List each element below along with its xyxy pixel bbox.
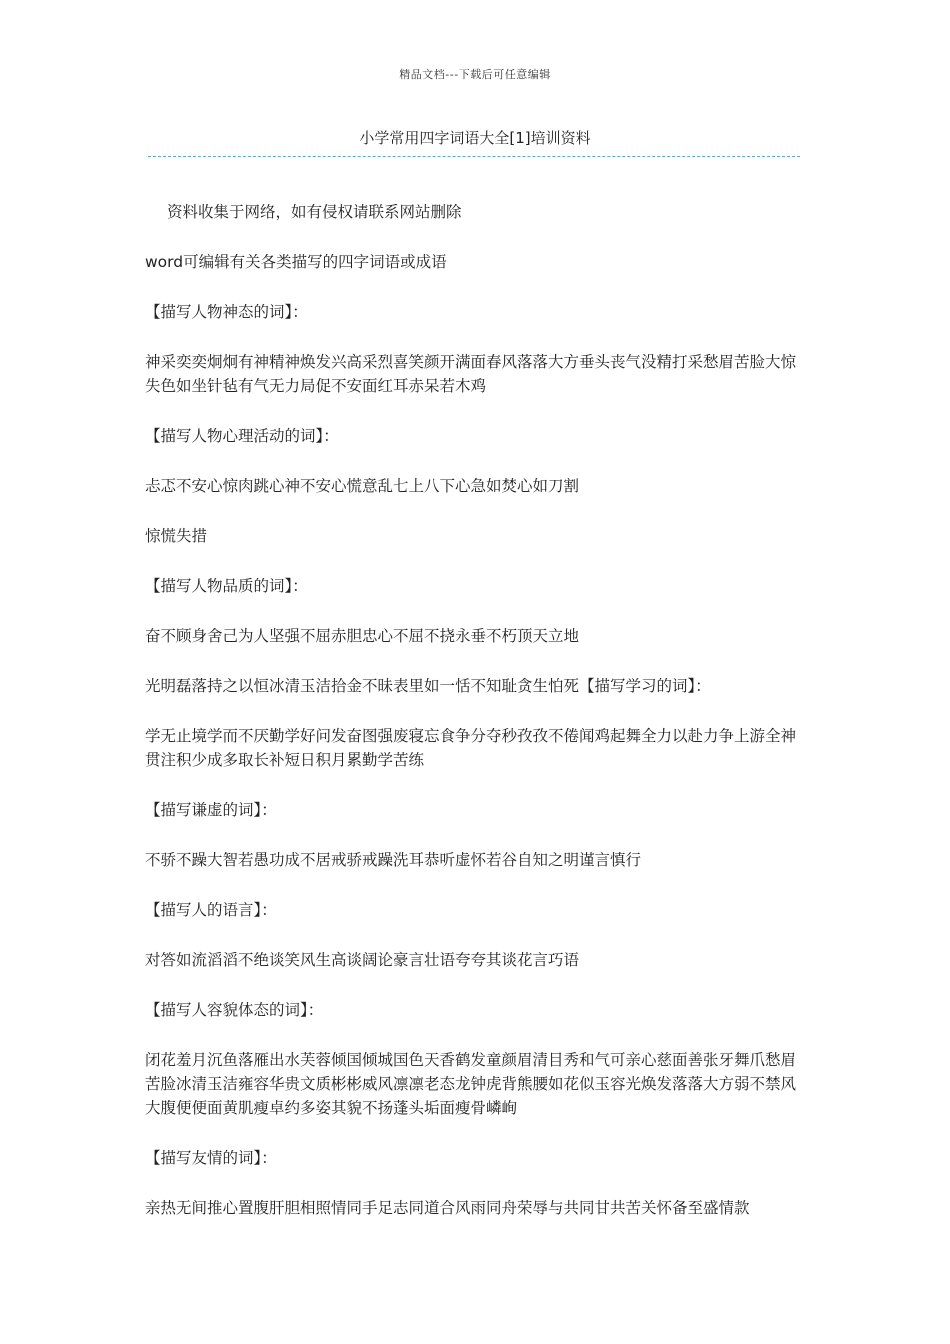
section-heading: 【描写人容貌体态的词】： [145, 1001, 324, 1019]
title-divider [148, 156, 800, 157]
paragraph: 忐忑不安心惊肉跳心神不安心慌意乱七上八下心急如焚心如刀割 [145, 477, 580, 495]
section-heading: 【描写人的语言】： [145, 901, 277, 919]
paragraph: 光明磊落持之以恒冰清玉洁拾金不昧表里如一恬不知耻贪生怕死【描写学习的词】： [145, 677, 711, 695]
section-heading: 【描写人物心理活动的词】： [145, 427, 339, 445]
paragraph: 学无止境学而不厌勤学好问发奋图强废寝忘食争分夺秒孜孜不倦闻鸡起舞全力以赴力争上游全神贯注积少成多取长补短日积月累勤学苦练 [145, 727, 797, 769]
section-heading: 【描写友情的词】： [145, 1149, 277, 1167]
section-heading: 【描写谦虚的词】： [145, 801, 277, 819]
paragraph: 闭花羞月沉鱼落雁出水芙蓉倾国倾城国色天香鹤发童颜眉清目秀和气可亲心慈面善张牙舞爪愁眉苦脸冰清玉洁雍容华贵文质彬彬威风凛凛老态龙钟虎背熊腰如花似玉容光焕发落落大方弱不禁风大腹便便面黄肌瘦卓约多姿其貌不扬蓬头垢面瘦骨嶙峋 [145, 1051, 797, 1117]
section-heading: 【描写人物神态的词】： [145, 303, 308, 321]
document-title: 小学常用四字词语大全[1]培训资料 [359, 129, 591, 147]
intro-paragraph: 资料收集于网络，如有侵权请联系网站删除 [167, 203, 462, 221]
section-heading: 【描写人物品质的词】： [145, 577, 308, 595]
paragraph: 神采奕奕炯炯有神精神焕发兴高采烈喜笑颜开满面春风落落大方垂头丧气没精打采愁眉苦脸大惊失色如坐针毡有气无力局促不安面红耳赤呆若木鸡 [145, 353, 797, 395]
paragraph: 对答如流滔滔不绝谈笑风生高谈阔论豪言壮语夸夸其谈花言巧语 [145, 951, 580, 969]
paragraph: 惊慌失措 [145, 527, 208, 545]
paragraph: 奋不顾身舍己为人坚强不屈赤胆忠心不屈不挠永垂不朽顶天立地 [145, 627, 580, 645]
paragraph: 不骄不躁大智若愚功成不居戒骄戒躁洗耳恭听虚怀若谷自知之明谨言慎行 [145, 851, 642, 869]
paragraph: 亲热无间推心置腹肝胆相照情同手足志同道合风雨同舟荣辱与共同甘共苦关怀备至盛情款 [145, 1199, 750, 1217]
header-note: 精品文档---下载后可任意编辑 [399, 68, 551, 81]
document-body [145, 200, 810, 1246]
paragraph: word可编辑有关各类描写的四字词语或成语 [145, 253, 447, 271]
